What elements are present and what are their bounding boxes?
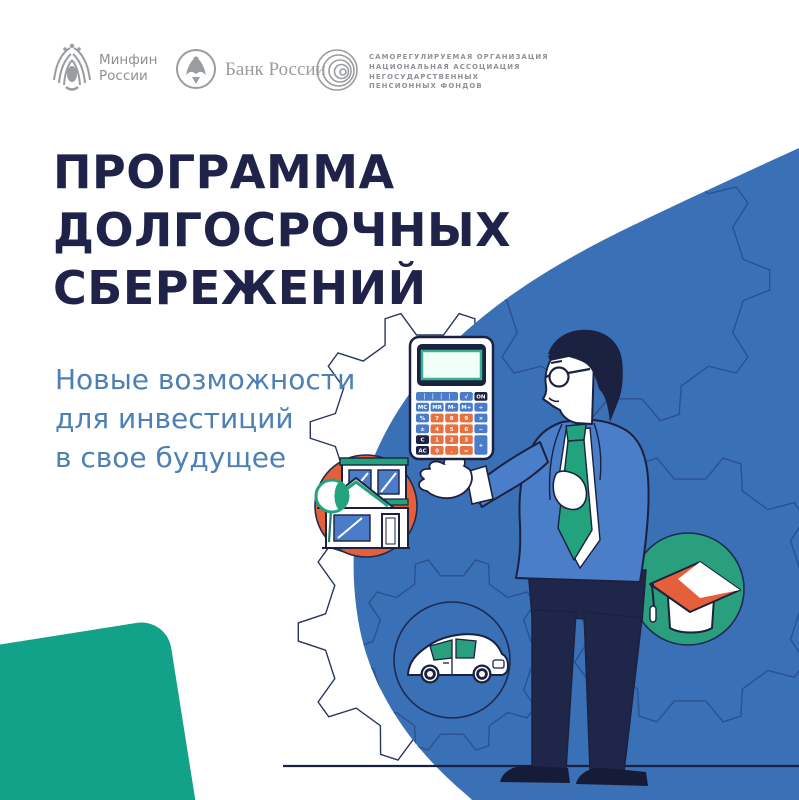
calc-key-label: 1 bbox=[435, 437, 440, 444]
calc-key-strip bbox=[416, 392, 458, 401]
subtitle-line2: для инвестиций bbox=[55, 402, 294, 435]
poster-title bbox=[53, 143, 511, 317]
calc-key-label: AC bbox=[418, 448, 427, 455]
calc-key-label: = bbox=[463, 448, 469, 455]
teal-corner-shape bbox=[0, 618, 204, 800]
calc-key-label: ON bbox=[476, 394, 486, 401]
calc-key-label: ± bbox=[420, 426, 425, 433]
calc-key-label: − bbox=[478, 426, 484, 433]
napf-label-line4: ПЕНСИОННЫХ ФОНДОВ bbox=[369, 82, 483, 91]
calc-key-label: 0 bbox=[435, 448, 440, 455]
calc-key-label: 9 bbox=[464, 416, 469, 422]
calc-key-label: . bbox=[450, 448, 453, 455]
calculator-icon bbox=[410, 337, 493, 459]
poster-subtitle bbox=[55, 360, 355, 477]
calc-key-label: 2 bbox=[449, 437, 454, 444]
napf-label-line1: САМОРЕГУЛИРУЕМАЯ ОРГАНИЗАЦИЯ bbox=[369, 53, 549, 61]
eagle-in-circle-icon bbox=[177, 50, 215, 88]
education-circle-badge bbox=[632, 533, 744, 645]
calc-key-label: 5 bbox=[449, 426, 454, 433]
napf-label-line3: НЕГОСУДАРСТВЕННЫХ bbox=[369, 72, 480, 81]
title-line2: ДОЛГОСРОЧНЫХ bbox=[53, 203, 512, 257]
minfin-label-line1: Минфин bbox=[99, 52, 158, 68]
calc-key-label: M- bbox=[447, 405, 456, 412]
title-line1: ПРОГРАММА bbox=[53, 145, 395, 199]
car-circle-badge bbox=[394, 602, 510, 718]
calculator-screen bbox=[422, 351, 481, 379]
title-line3: СБЕРЕЖЕНИЙ bbox=[53, 261, 427, 315]
calc-key-label: + bbox=[478, 443, 484, 449]
calc-key-label: ÷ bbox=[478, 405, 484, 412]
subtitle-line3: в свое будущее bbox=[55, 441, 287, 474]
calc-key-label: C bbox=[420, 437, 425, 444]
calc-key-label: % bbox=[419, 416, 426, 422]
minfin-label-line2: России bbox=[99, 68, 148, 84]
calc-key-label: M+ bbox=[461, 405, 472, 412]
napf-logo bbox=[315, 46, 365, 96]
napf-label bbox=[369, 53, 549, 92]
calc-key-label: 8 bbox=[449, 416, 454, 422]
calc-key-label: 3 bbox=[464, 437, 469, 444]
bank-of-russia-label: Банк России bbox=[225, 59, 326, 80]
bank-of-russia-logo bbox=[174, 47, 222, 95]
concentric-circles-icon bbox=[317, 50, 357, 90]
calc-key-label: × bbox=[478, 416, 484, 422]
calc-key-label: MR bbox=[432, 405, 442, 412]
minfin-label bbox=[99, 52, 157, 84]
double-eagle-icon bbox=[54, 44, 90, 90]
calc-key-label: 6 bbox=[464, 426, 469, 433]
calc-key-label: MC bbox=[417, 405, 428, 412]
subtitle-line1: Новые возможности bbox=[55, 363, 356, 396]
napf-label-line2: НАЦИОНАЛЬНАЯ АССОЦИАЦИЯ bbox=[369, 62, 521, 71]
calc-key-label: √ bbox=[464, 394, 469, 401]
calc-key-label: 4 bbox=[435, 426, 440, 433]
calc-key-label: 7 bbox=[435, 416, 440, 422]
